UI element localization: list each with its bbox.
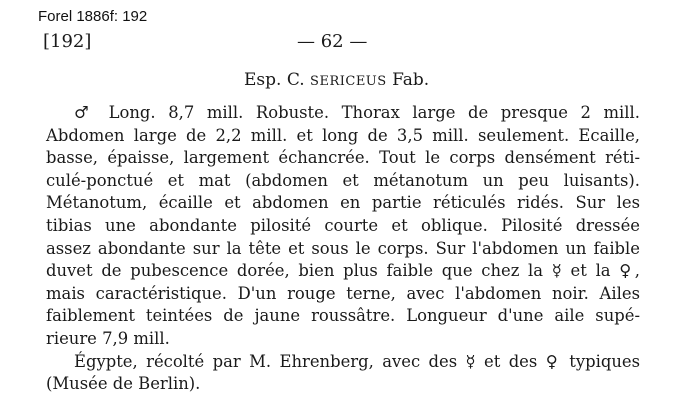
text-line: ♂ Long. 8,7 mill. Robuste. Thorax large de presque 2 mill. (74, 103, 640, 122)
text-line: rieure 7,9 mill. (46, 328, 170, 348)
body-text (46, 102, 640, 396)
page-number: — 62 — (297, 31, 368, 52)
citation-label: Forel 1886f: 192 (38, 8, 148, 25)
text-line: assez abondante sur la tête et sous le corps. Sur l'abdomen un faible (46, 238, 640, 258)
text-line: faiblement teintées de jaune roussâtre. Longueur d'une aile supé- (46, 306, 640, 326)
text-line: mais caractéristique. D'un rouge terne, avec l'abdomen noir. Ailes (46, 283, 640, 303)
text-line: Abdomen large de 2,2 mill. et long de 3,5 mill. seulement. Ecaille, (46, 125, 640, 145)
text-line: Égypte, récolté par M. Ehrenberg, avec des ☿ et des ♀ typiques (74, 351, 640, 371)
original-page-number: [192] (43, 31, 92, 52)
text-line: duvet de pubescence dorée, bien plus faible que chez la ☿ et la ♀, (46, 261, 640, 281)
text-line: culé-ponctué et mat (abdomen et métanotum un peu luisants). (46, 170, 640, 190)
species-heading (244, 70, 429, 90)
text-line: basse, épaisse, largement échancrée. Tout le corps densément réti- (46, 148, 640, 168)
text-line: (Musée de Berlin). (46, 374, 201, 394)
text-line: tibias une abondante pilosité courte et oblique. Pilosité dressée (46, 215, 640, 235)
species-author: Fab. (392, 70, 430, 90)
heading-prefix: Esp. C. (244, 70, 305, 90)
species-name: SERICEUS (310, 74, 387, 89)
text-line: Métanotum, écaille et abdomen en partie réticulés ridés. Sur les (46, 193, 640, 213)
